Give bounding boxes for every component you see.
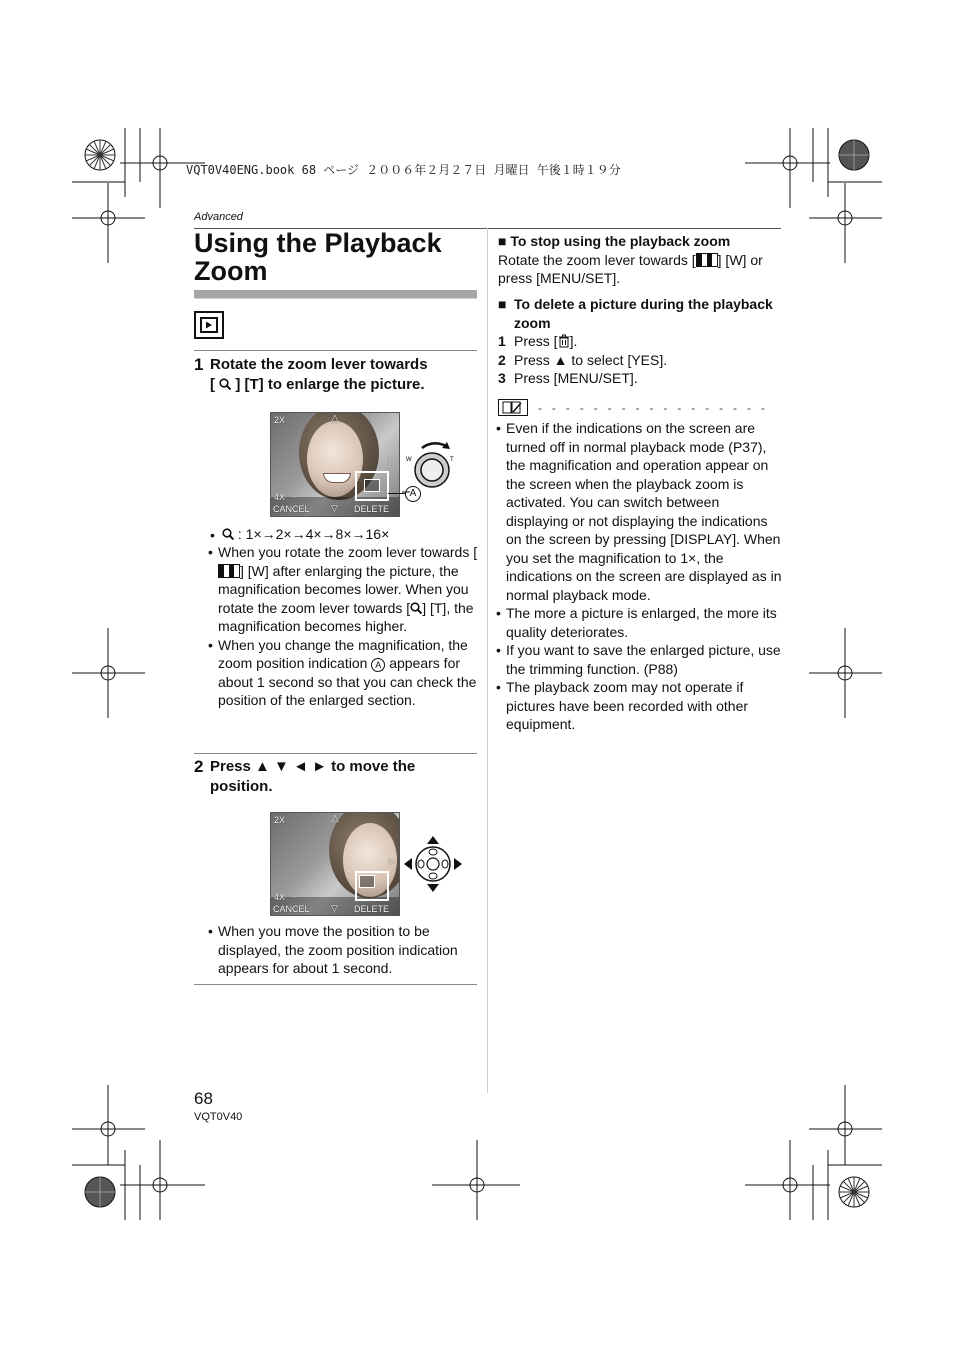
stop-zoom-heading: ■ To stop using the playback zoom bbox=[498, 233, 731, 249]
callout-a-marker: A bbox=[371, 658, 385, 672]
zoom-level-bottom: 4X bbox=[274, 492, 286, 502]
list-item: • When you rotate the zoom lever towards [] [W] after enlarging the picture, the magnification becomes lower. When you rotate the zoom lever towards [ ] [T], the magnification becomes higher. bbox=[208, 543, 480, 636]
page-number: 68 bbox=[194, 1089, 213, 1108]
right-arrow-icon: ▷ bbox=[389, 457, 396, 466]
zoom-level-top: 2X bbox=[274, 415, 286, 425]
down-arrow-icon: ▽ bbox=[331, 503, 338, 513]
note-dashes: - - - - - - - - - - - - - - - - - bbox=[538, 401, 769, 415]
wide-w-icon bbox=[218, 564, 240, 578]
delete-label: DELETE bbox=[354, 504, 390, 514]
zoom-level-bottom: 4X bbox=[274, 892, 286, 902]
trash-icon bbox=[558, 334, 570, 348]
callout-a: A bbox=[405, 486, 421, 502]
step-1: 1 Rotate the zoom lever towards [ ] [T] to enlarge the picture. bbox=[194, 355, 428, 393]
step-1-number: 1 bbox=[194, 355, 204, 374]
print-header: VQT0V40ENG.book 68 ページ ２００６年２月２７日 月曜日 午後１時１９分 bbox=[186, 163, 621, 177]
list-item: • When you change the magnification, the zoom position indication A appears for about 1 second so that you can check the position of the enlarged section. bbox=[208, 636, 480, 710]
zoom-position-indicator bbox=[355, 871, 389, 901]
magnifier-icon bbox=[222, 528, 234, 540]
zoom-position-indicator bbox=[355, 471, 389, 501]
column-divider bbox=[487, 228, 488, 1093]
notes-list-1 bbox=[208, 543, 480, 710]
stop-zoom-section bbox=[498, 232, 782, 288]
step-1-text-b: ] [T] to enlarge the picture. bbox=[235, 376, 425, 393]
wide-w-icon bbox=[696, 253, 718, 267]
notes-list-3 bbox=[496, 419, 782, 734]
cursor-buttons-icon bbox=[402, 834, 464, 894]
step-2-text: Press ▲ ▼ ◄ ► to move the position. bbox=[210, 758, 416, 795]
playback-screen-2 bbox=[270, 812, 400, 916]
zoom-level-top: 2X bbox=[274, 815, 286, 825]
page-title: Using the Playback Zoom bbox=[194, 228, 442, 286]
step-2 bbox=[194, 757, 478, 797]
delete-step-2: 2 Press ▲ to select [YES]. bbox=[498, 351, 668, 368]
zoom-sequence-text: : 1×→2×→4×→8×→16× bbox=[237, 526, 390, 542]
list-item: • If you want to save the enlarged picture, use the trimming function. (P88) bbox=[496, 641, 782, 678]
up-arrow-icon: △ bbox=[331, 813, 339, 824]
right-arrow-icon: ▷ bbox=[389, 857, 396, 866]
section-end-divider bbox=[194, 984, 477, 985]
note-icon bbox=[498, 399, 528, 416]
title-underline bbox=[194, 290, 477, 298]
delete-zoom-section bbox=[498, 295, 782, 388]
model-code: VQT0V40 bbox=[194, 1111, 243, 1123]
step1-divider bbox=[194, 350, 477, 351]
list-item: • The more a picture is enlarged, the more its quality deteriorates. bbox=[496, 604, 782, 641]
cancel-label: CANCEL bbox=[273, 904, 310, 914]
section-label: Advanced bbox=[194, 211, 243, 223]
magnifier-icon bbox=[219, 378, 231, 390]
zoom-sequence bbox=[210, 525, 478, 544]
list-item: • Even if the indications on the screen are turned off in normal playback mode (P37), the magnification and operation appear on the screen when the playback zoom is activated. You can switch between displaying or not displaying the indications on the screen by pressing [DISPLAY]. When you set the magnification to 1×, the indications on the screen are displayed as in normal playback mode. bbox=[496, 419, 782, 604]
list-item: • The playback zoom may not operate if pictures have been recorded with other equipment. bbox=[496, 678, 782, 734]
callout-line bbox=[388, 493, 406, 494]
magnifier-icon: ⌕ bbox=[293, 490, 299, 501]
delete-zoom-heading: ■ To delete a picture during the playback zoom bbox=[498, 296, 773, 331]
delete-step-3: 3 Press [MENU/SET]. bbox=[498, 370, 638, 386]
playback-screen-1 bbox=[270, 412, 400, 517]
cancel-label: CANCEL bbox=[273, 504, 310, 514]
up-arrow-icon: △ bbox=[331, 413, 339, 424]
lever-w-label: W bbox=[406, 457, 412, 463]
delete-step-1: 1 Press [ ]. bbox=[498, 333, 578, 349]
step2-divider bbox=[194, 753, 477, 754]
stop-zoom-text: Rotate the zoom lever towards [ ] [W] or press [MENU/SET]. bbox=[498, 251, 763, 286]
lever-t-label: T bbox=[450, 457, 454, 463]
magnifier-icon bbox=[410, 602, 422, 614]
magnifier-icon: ⌕ bbox=[293, 890, 299, 901]
step-2-number: 2 bbox=[194, 757, 204, 776]
delete-label: DELETE bbox=[354, 904, 390, 914]
down-arrow-icon: ▽ bbox=[331, 903, 338, 913]
notes-list-2 bbox=[208, 922, 480, 978]
playback-mode-icon bbox=[194, 311, 224, 339]
title-underline-shadow bbox=[194, 298, 477, 299]
step-1-text-a: Rotate the zoom lever towards bbox=[210, 356, 428, 373]
list-item: • When you move the position to be displayed, the zoom position indication appears for about 1 second. bbox=[208, 922, 480, 978]
